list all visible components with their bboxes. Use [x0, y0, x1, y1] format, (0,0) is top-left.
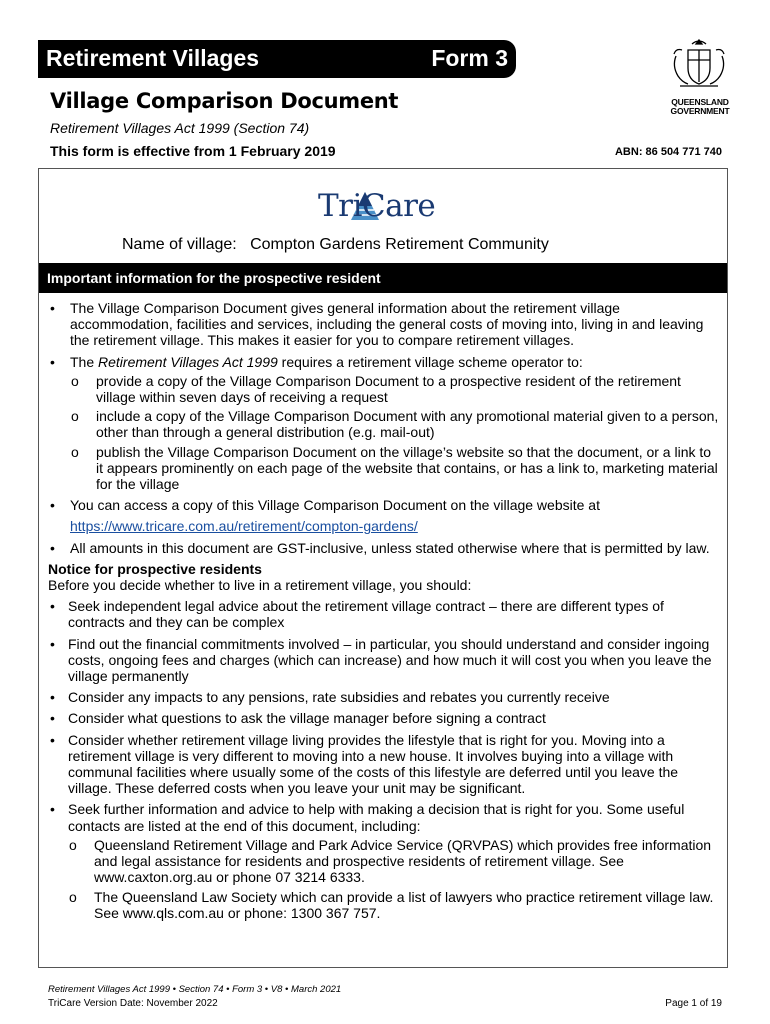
list-item: • All amounts in this document are GST-inclusive, unless stated otherwise where that is permitted by law.	[48, 540, 720, 556]
list-item: • Seek further information and advice to help with making a decision that is right for you. Some useful contacts are listed at the end of this document, including: o Queensland Retirement Village and Park Advice Service (QRVPAS) which provides free information and legal assistance for residents and prospective residents of retirement village. See www.caxton.org.au or phone 07 3214 6333. o The Queensland Law Society which can provide a list of lawyers who practice retirement village law. See www.qls.com.au or phone: 1300 367 757.	[48, 801, 720, 920]
document-title: Village Comparison Document	[50, 89, 399, 113]
form-banner	[38, 40, 516, 78]
list-item: • Consider whether retirement village living provides the lifestyle that is right for you. Moving into a retirement village is very different to moving into a new house. It involves buying into a village with communal facilities where usually some of the costs of this lifestyle are deferred until you leave the village. These deferred costs when you leave your unit may be significant.	[48, 732, 720, 797]
list-item: o Queensland Retirement Village and Park Advice Service (QRVPAS) which provides free information and legal assistance for residents and prospective residents of retirement village. See www.caxton.org.au or phone 07 3214 6333.	[68, 837, 720, 886]
effective-date: This form is effective from 1 February 2019	[50, 143, 336, 159]
form-number: Form 3	[431, 45, 508, 71]
village-name-label: Name of village:	[122, 236, 237, 253]
banner-title: Retirement Villages	[46, 45, 260, 71]
footer-form-reference: Retirement Villages Act 1999 • Section 74 • Form 3 • V8 • March 2021	[48, 984, 342, 995]
contacts-list	[68, 837, 720, 921]
page-number: Page 1 of 19	[665, 998, 722, 1009]
list-item: • Consider what questions to ask the village manager before signing a contract	[48, 710, 720, 726]
info-list	[48, 300, 720, 556]
village-name-line	[122, 236, 549, 254]
list-item: • You can access a copy of this Village Comparison Document on the village website at https://www.tricare.com.au/retirement/compton-gardens/	[48, 497, 720, 534]
abn-number: ABN: 86 504 771 740	[614, 146, 722, 158]
act-name: Retirement Villages Act 1999	[98, 353, 278, 370]
operator-duties-list	[70, 373, 720, 492]
village-name-value: Compton Gardens Retirement Community	[250, 236, 549, 253]
list-item: • Consider any impacts to any pensions, rate subsidies and rebates you currently receive	[48, 689, 720, 705]
important-info-heading	[39, 263, 727, 293]
notice-heading: Notice for prospective residents	[48, 560, 262, 577]
important-info-heading-text: Important information for the prospective resident	[47, 270, 381, 286]
list-item: o provide a copy of the Village Comparison Document to a prospective resident of the retirement village within seven days of receiving a request	[70, 373, 720, 405]
queensland-crest-icon	[666, 36, 732, 92]
list-item: • Seek independent legal advice about the retirement village contract – there are different types of contracts and they can be complex	[48, 598, 720, 630]
footer-version-date: TriCare Version Date: November 2022	[48, 998, 218, 1009]
queensland-government-wordmark: QUEENSLAND GOVERNMENT	[670, 97, 730, 116]
list-item: • The Retirement Villages Act 1999 requires a retirement village scheme operator to: o provide a copy of the Village Comparison Document to a prospective resident of the retirement village within seven days of receiving a request o include a copy of the Village Comparison Document with any promotional material given to a person, other than through a general distribution (e.g. mail-out) o publish the Village Comparison Document on the village’s website so that the document, or a link to it appears prominently on each page of the website that contains, or has a link to, marketing material for the village	[48, 354, 720, 493]
tricare-logo-text: TriCare	[318, 188, 436, 224]
list-item: • Find out the financial commitments involved – in particular, you should understand and consider ingoing costs, ongoing fees and charges (which can increase) and how much it will cost you when you leave the village permanently	[48, 636, 720, 685]
list-item: o The Queensland Law Society which can provide a list of lawyers who practice retirement village law. See www.qls.com.au or phone: 1300 367 757.	[68, 889, 720, 921]
list-item: • The Village Comparison Document gives general information about the retirement village accommodation, facilities and services, including the general costs of moving into, living in and leaving the retirement village. This makes it easier for you to compare retirement villages.	[48, 300, 720, 349]
list-item: o include a copy of the Village Comparison Document with any promotional material given to a person, other than through a general distribution (e.g. mail-out)	[70, 408, 720, 440]
act-reference: Retirement Villages Act 1999 (Section 74)	[50, 120, 310, 136]
village-website-link[interactable]: https://www.tricare.com.au/retirement/compton-gardens/	[70, 518, 418, 535]
document-body	[48, 300, 720, 926]
notice-intro: Before you decide whether to live in a retirement village, you should:	[48, 577, 472, 594]
notice-list	[48, 598, 720, 921]
list-item: o publish the Village Comparison Document on the village’s website so that the document, or a link to it appears prominently on each page of the website that contains, or has a link to, marketing material for the village	[70, 444, 720, 493]
